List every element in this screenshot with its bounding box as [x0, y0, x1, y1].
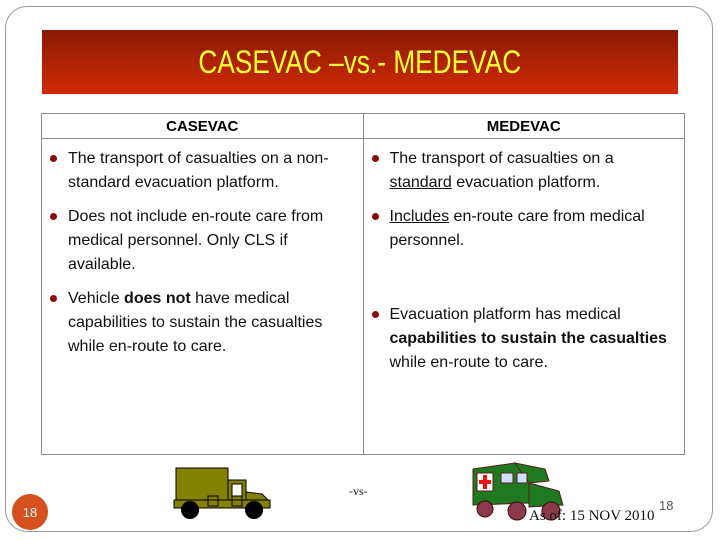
medevac-bullet-3: Evacuation platform has medical capabilities to sustain the casualties while en-route to care.	[390, 303, 675, 375]
casevac-bullet-3: Vehicle does not have medical capabilities to sustain the casualties while en-route to care.	[68, 287, 353, 359]
medevac-bullet-2: Includes en-route care from medical personnel.	[390, 205, 675, 253]
comparison-table	[41, 113, 685, 455]
header-casevac: CASEVAC	[42, 114, 364, 139]
title-banner	[42, 30, 678, 94]
page-number-badge: 18	[12, 494, 48, 530]
page-number-small: 18	[659, 498, 674, 513]
casevac-bullet-1: The transport of casualties on a non-standard evacuation platform.	[68, 147, 353, 195]
medevac-cell	[363, 139, 685, 455]
slide-title: CASEVAC –vs.- MEDEVAC	[198, 43, 522, 80]
header-medevac: MEDEVAC	[363, 114, 685, 139]
casevac-truck-icon	[172, 466, 272, 520]
casevac-cell	[42, 139, 364, 455]
vs-label: -vs-	[349, 484, 368, 498]
casevac-bullet-2: Does not include en-route care from medical personnel. Only CLS if available.	[68, 205, 353, 277]
as-of-date: As of: 15 NOV 2010	[529, 508, 655, 524]
medevac-bullet-1: The transport of casualties on a standard evacuation platform.	[390, 147, 675, 195]
